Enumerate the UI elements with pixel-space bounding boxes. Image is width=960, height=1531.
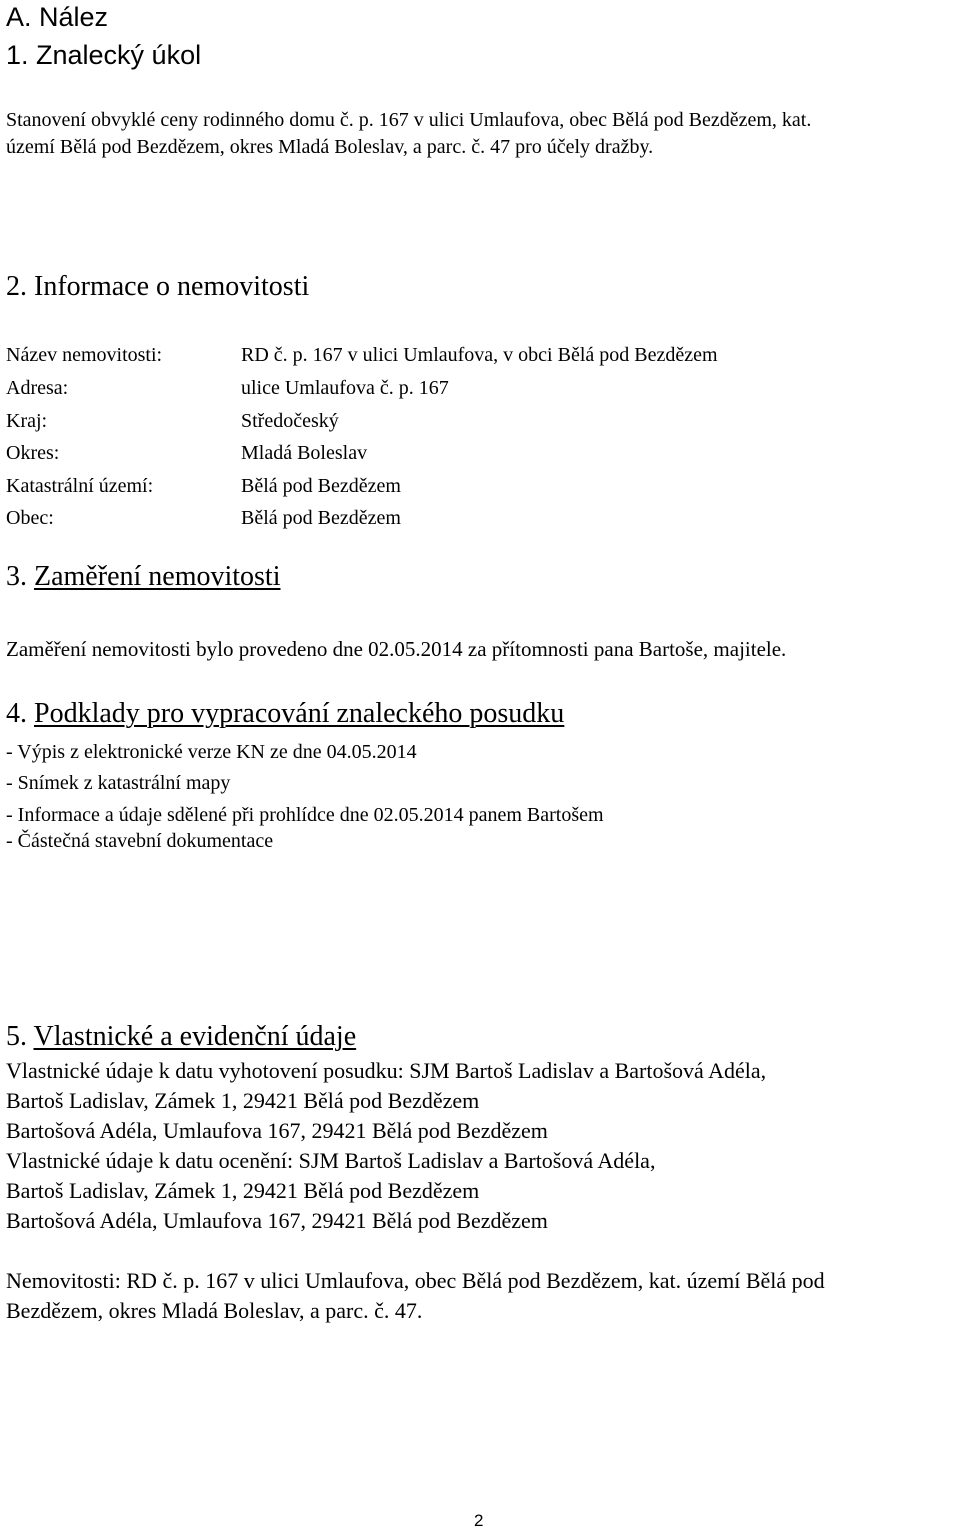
- property-info-value: Bělá pod Bezdězem: [241, 475, 401, 497]
- part-heading: A. Nález: [6, 2, 109, 32]
- property-info-value: Bělá pod Bezdězem: [241, 507, 401, 529]
- section-2-heading: 2. Informace o nemovitosti: [6, 271, 310, 302]
- property-info-label: Obec:: [6, 507, 54, 529]
- task-line-2: území Bělá pod Bezdězem, okres Mladá Boleslav, a parc. č. 47 pro účely dražby.: [6, 136, 654, 158]
- section-4-heading: [6, 698, 564, 730]
- list-item: - Částečná stavební dokumentace: [6, 830, 274, 852]
- ownership-line: Bartošová Adéla, Umlaufova 167, 29421 Bělá pod Bezdězem: [6, 1208, 548, 1233]
- section-5-number: 5.: [6, 1021, 34, 1052]
- task-line-1: Stanovení obvyklé ceny rodinného domu č. p. 167 v ulici Umlaufova, obec Bělá pod Bezdězem, kat.: [6, 109, 812, 131]
- section-3-number: 3.: [6, 561, 34, 592]
- ownership-line: Bartoš Ladislav, Zámek 1, 29421 Bělá pod Bezdězem: [6, 1088, 480, 1113]
- property-info-label: Katastrální území:: [6, 475, 154, 497]
- section-5-heading: [6, 1021, 356, 1053]
- section-3-title: Zaměření nemovitosti: [34, 561, 281, 592]
- section-3-heading: [6, 561, 281, 593]
- section-4-title: Podklady pro vypracování znaleckého posudku: [34, 698, 565, 729]
- survey-text: Zaměření nemovitosti bylo provedeno dne 02.05.2014 za přítomnosti pana Bartoše, majitele.: [6, 637, 787, 661]
- list-item: - Výpis z elektronické verze KN ze dne 04.05.2014: [6, 741, 417, 763]
- property-info-label: Kraj:: [6, 410, 48, 432]
- ownership-line: Bartošová Adéla, Umlaufova 167, 29421 Bělá pod Bezdězem: [6, 1118, 548, 1143]
- page-number: 2: [474, 1511, 484, 1530]
- property-info-value: Mladá Boleslav: [241, 442, 368, 464]
- property-info-value: RD č. p. 167 v ulici Umlaufova, v obci Bělá pod Bezdězem: [241, 344, 718, 366]
- section-1-heading: 1. Znalecký úkol: [6, 40, 202, 70]
- property-info-value: Středočeský: [241, 410, 339, 432]
- property-info-label: Adresa:: [6, 377, 69, 399]
- ownership-line: Bartoš Ladislav, Zámek 1, 29421 Bělá pod Bezdězem: [6, 1178, 480, 1203]
- ownership-line: Vlastnické údaje k datu vyhotovení posudku: SJM Bartoš Ladislav a Bartošová Adéla,: [6, 1058, 767, 1083]
- section-5-title: Vlastnické a evidenční údaje: [33, 1021, 357, 1052]
- list-item: - Snímek z katastrální mapy: [6, 772, 231, 794]
- property-info-value: ulice Umlaufova č. p. 167: [241, 377, 449, 399]
- property-info-label: Název nemovitosti:: [6, 344, 163, 366]
- properties-line-2: Bezdězem, okres Mladá Boleslav, a parc. č. 47.: [6, 1298, 423, 1323]
- property-info-label: Okres:: [6, 442, 60, 464]
- ownership-line: Vlastnické údaje k datu ocenění: SJM Bartoš Ladislav a Bartošová Adéla,: [6, 1148, 656, 1173]
- section-4-number: 4.: [6, 698, 34, 729]
- list-item: - Informace a údaje sdělené při prohlídce dne 02.05.2014 panem Bartošem: [6, 804, 604, 826]
- properties-line-1: Nemovitosti: RD č. p. 167 v ulici Umlaufova, obec Bělá pod Bezdězem, kat. území Bělá pod: [6, 1268, 825, 1293]
